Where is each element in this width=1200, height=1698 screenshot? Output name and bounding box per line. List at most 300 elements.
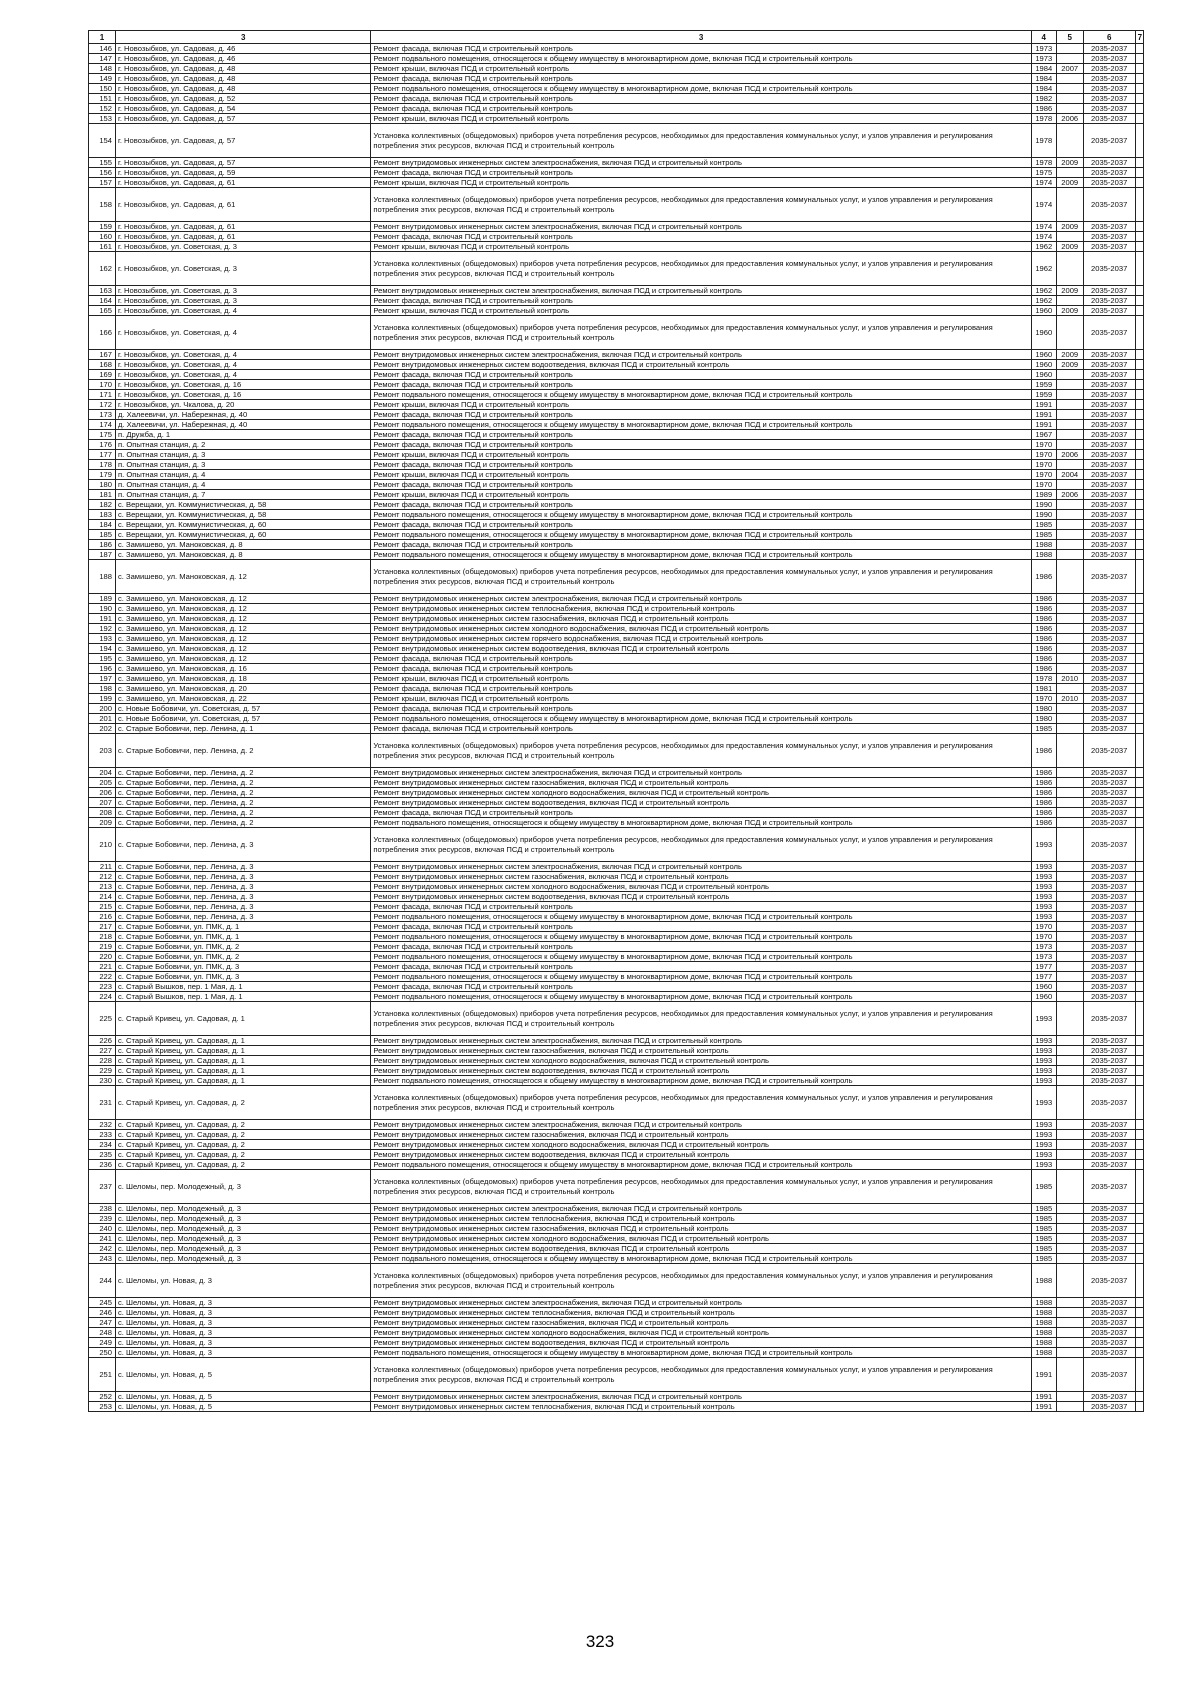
build-year-cell: 1977 xyxy=(1031,972,1056,982)
work-cell: Ремонт внутридомовых инженерных систем электроснабжения, включая ПСД и строительный контроль xyxy=(371,594,1031,604)
address-cell: с. Шеломы, пер. Молодежный, д. 3 xyxy=(115,1234,370,1244)
work-cell: Ремонт фасада, включая ПСД и строительный контроль xyxy=(371,94,1031,104)
period-cell: 2035-2037 xyxy=(1083,1120,1135,1130)
address-cell: д. Халеевичи, ул. Набережная, д. 40 xyxy=(115,410,370,420)
row-number: 171 xyxy=(89,390,116,400)
col7-cell xyxy=(1135,360,1143,370)
table-row xyxy=(89,1328,1144,1338)
work-cell: Ремонт крыши, включая ПСД и строительный контроль xyxy=(371,400,1031,410)
page-number: 323 xyxy=(585,1632,615,1651)
period-cell: 2035-2037 xyxy=(1083,1160,1135,1170)
col7-cell xyxy=(1135,306,1143,316)
table-row xyxy=(89,104,1144,114)
work-cell: Ремонт фасада, включая ПСД и строительный контроль xyxy=(371,684,1031,694)
col7-cell xyxy=(1135,450,1143,460)
work-cell: Ремонт фасада, включая ПСД и строительный контроль xyxy=(371,440,1031,450)
build-year-cell: 1988 xyxy=(1031,1328,1056,1338)
work-cell: Установка коллективных (общедомовых) приборов учета потребления ресурсов, необходимых для предоставления коммунальных услуг, и узлов управления и регулирования потребления этих ресурсов, включая ПСД и строительный контроль xyxy=(371,734,1031,768)
last-repair-cell xyxy=(1056,480,1083,490)
build-year-cell: 1984 xyxy=(1031,64,1056,74)
address-cell: с. Шеломы, пер. Молодежный, д. 3 xyxy=(115,1204,370,1214)
address-cell: с. Замишево, ул. Маноковская, д. 20 xyxy=(115,684,370,694)
address-cell: с. Замишево, ул. Маноковская, д. 18 xyxy=(115,674,370,684)
row-number: 202 xyxy=(89,724,116,734)
work-cell: Установка коллективных (общедомовых) приборов учета потребления ресурсов, необходимых для предоставления коммунальных услуг, и узлов управления и регулирования потребления этих ресурсов, включая ПСД и строительный контроль xyxy=(371,1358,1031,1392)
col7-cell xyxy=(1135,768,1143,778)
address-cell: с. Замишево, ул. Маноковская, д. 8 xyxy=(115,550,370,560)
work-cell: Установка коллективных (общедомовых) приборов учета потребления ресурсов, необходимых для предоставления коммунальных услуг, и узлов управления и регулирования потребления этих ресурсов, включая ПСД и строительный контроль xyxy=(371,252,1031,286)
build-year-cell: 1986 xyxy=(1031,104,1056,114)
work-cell: Ремонт фасада, включая ПСД и строительный контроль xyxy=(371,44,1031,54)
table-row xyxy=(89,232,1144,242)
last-repair-cell xyxy=(1056,624,1083,634)
period-cell: 2035-2037 xyxy=(1083,1328,1135,1338)
address-cell: с. Замишево, ул. Маноковская, д. 8 xyxy=(115,540,370,550)
period-cell: 2035-2037 xyxy=(1083,232,1135,242)
period-cell: 2035-2037 xyxy=(1083,952,1135,962)
work-cell: Ремонт фасада, включая ПСД и строительный контроль xyxy=(371,74,1031,84)
address-cell: с. Шеломы, ул. Новая, д. 3 xyxy=(115,1298,370,1308)
build-year-cell: 1988 xyxy=(1031,550,1056,560)
table-row xyxy=(89,252,1144,286)
address-cell: г. Новозыбков, ул. Советская, д. 3 xyxy=(115,242,370,252)
row-number: 252 xyxy=(89,1392,116,1402)
col7-cell xyxy=(1135,818,1143,828)
row-number: 164 xyxy=(89,296,116,306)
build-year-cell: 1993 xyxy=(1031,1076,1056,1086)
build-year-cell: 1986 xyxy=(1031,654,1056,664)
col-header-work: 3 xyxy=(371,31,1031,44)
work-cell: Ремонт внутридомовых инженерных систем газоснабжения, включая ПСД и строительный контроль xyxy=(371,1224,1031,1234)
period-cell: 2035-2037 xyxy=(1083,104,1135,114)
build-year-cell: 1986 xyxy=(1031,664,1056,674)
col7-cell xyxy=(1135,168,1143,178)
last-repair-cell xyxy=(1056,1076,1083,1086)
table-row xyxy=(89,64,1144,74)
row-number: 175 xyxy=(89,430,116,440)
row-number: 196 xyxy=(89,664,116,674)
last-repair-cell xyxy=(1056,724,1083,734)
period-cell: 2035-2037 xyxy=(1083,222,1135,232)
period-cell: 2035-2037 xyxy=(1083,1298,1135,1308)
build-year-cell: 1993 xyxy=(1031,1130,1056,1140)
col7-cell xyxy=(1135,778,1143,788)
address-cell: с. Шеломы, ул. Новая, д. 3 xyxy=(115,1348,370,1358)
period-cell: 2035-2037 xyxy=(1083,942,1135,952)
row-number: 166 xyxy=(89,316,116,350)
table-row xyxy=(89,1130,1144,1140)
work-cell: Ремонт подвального помещения, относящегося к общему имуществу в многоквартирном доме, включая ПСД и строительный контроль xyxy=(371,1076,1031,1086)
address-cell: с. Верещаки, ул. Коммунистическая, д. 58 xyxy=(115,500,370,510)
period-cell: 2035-2037 xyxy=(1083,614,1135,624)
col7-cell xyxy=(1135,500,1143,510)
row-number: 233 xyxy=(89,1130,116,1140)
table-row xyxy=(89,410,1144,420)
period-cell: 2035-2037 xyxy=(1083,1046,1135,1056)
col7-cell xyxy=(1135,594,1143,604)
work-cell: Установка коллективных (общедомовых) приборов учета потребления ресурсов, необходимых для предоставления коммунальных услуг, и узлов управления и регулирования потребления этих ресурсов, включая ПСД и строительный контроль xyxy=(371,828,1031,862)
address-cell: с. Старый Кривец, ул. Садовая, д. 2 xyxy=(115,1086,370,1120)
period-cell: 2035-2037 xyxy=(1083,490,1135,500)
row-number: 179 xyxy=(89,470,116,480)
row-number: 187 xyxy=(89,550,116,560)
work-cell: Ремонт внутридомовых инженерных систем электроснабжения, включая ПСД и строительный контроль xyxy=(371,286,1031,296)
row-number: 149 xyxy=(89,74,116,84)
work-cell: Ремонт внутридомовых инженерных систем теплоснабжения, включая ПСД и строительный контроль xyxy=(371,1402,1031,1412)
work-cell: Ремонт внутридомовых инженерных систем электроснабжения, включая ПСД и строительный контроль xyxy=(371,222,1031,232)
address-cell: с. Старые Бобовичи, пер. Ленина, д. 2 xyxy=(115,788,370,798)
period-cell: 2035-2037 xyxy=(1083,54,1135,64)
row-number: 170 xyxy=(89,380,116,390)
col7-cell xyxy=(1135,942,1143,952)
last-repair-cell xyxy=(1056,932,1083,942)
build-year-cell: 1993 xyxy=(1031,882,1056,892)
last-repair-cell xyxy=(1056,1402,1083,1412)
build-year-cell: 1967 xyxy=(1031,430,1056,440)
col7-cell xyxy=(1135,932,1143,942)
period-cell: 2035-2037 xyxy=(1083,430,1135,440)
address-cell: с. Старый Кривец, ул. Садовая, д. 1 xyxy=(115,1036,370,1046)
row-number: 200 xyxy=(89,704,116,714)
col7-cell xyxy=(1135,64,1143,74)
last-repair-cell xyxy=(1056,1392,1083,1402)
build-year-cell: 1985 xyxy=(1031,1254,1056,1264)
row-number: 242 xyxy=(89,1244,116,1254)
work-cell: Установка коллективных (общедомовых) приборов учета потребления ресурсов, необходимых для предоставления коммунальных услуг, и узлов управления и регулирования потребления этих ресурсов, включая ПСД и строительный контроль xyxy=(371,1086,1031,1120)
table-row xyxy=(89,124,1144,158)
row-number: 209 xyxy=(89,818,116,828)
last-repair-cell xyxy=(1056,410,1083,420)
row-number: 147 xyxy=(89,54,116,64)
row-number: 217 xyxy=(89,922,116,932)
table-row xyxy=(89,882,1144,892)
work-cell: Ремонт фасада, включая ПСД и строительный контроль xyxy=(371,410,1031,420)
address-cell: с. Замишево, ул. Маноковская, д. 12 xyxy=(115,614,370,624)
last-repair-cell: 2009 xyxy=(1056,178,1083,188)
table-row xyxy=(89,972,1144,982)
table-row xyxy=(89,1046,1144,1056)
build-year-cell: 1990 xyxy=(1031,500,1056,510)
period-cell: 2035-2037 xyxy=(1083,178,1135,188)
work-cell: Ремонт крыши, включая ПСД и строительный контроль xyxy=(371,178,1031,188)
col7-cell xyxy=(1135,992,1143,1002)
table-row xyxy=(89,1066,1144,1076)
period-cell: 2035-2037 xyxy=(1083,674,1135,684)
col7-cell xyxy=(1135,902,1143,912)
work-cell: Ремонт внутридомовых инженерных систем холодного водоснабжения, включая ПСД и строительный контроль xyxy=(371,1056,1031,1066)
col7-cell xyxy=(1135,252,1143,286)
period-cell: 2035-2037 xyxy=(1083,862,1135,872)
col7-cell xyxy=(1135,962,1143,972)
period-cell: 2035-2037 xyxy=(1083,242,1135,252)
row-number: 198 xyxy=(89,684,116,694)
address-cell: с. Замишево, ул. Маноковская, д. 16 xyxy=(115,664,370,674)
period-cell: 2035-2037 xyxy=(1083,972,1135,982)
row-number: 237 xyxy=(89,1170,116,1204)
build-year-cell: 1990 xyxy=(1031,510,1056,520)
build-year-cell: 1960 xyxy=(1031,316,1056,350)
address-cell: с. Шеломы, ул. Новая, д. 3 xyxy=(115,1318,370,1328)
work-cell: Установка коллективных (общедомовых) приборов учета потребления ресурсов, необходимых для предоставления коммунальных услуг, и узлов управления и регулирования потребления этих ресурсов, включая ПСД и строительный контроль xyxy=(371,188,1031,222)
period-cell: 2035-2037 xyxy=(1083,370,1135,380)
build-year-cell: 1991 xyxy=(1031,410,1056,420)
row-number: 238 xyxy=(89,1204,116,1214)
build-year-cell: 1960 xyxy=(1031,360,1056,370)
row-number: 219 xyxy=(89,942,116,952)
period-cell: 2035-2037 xyxy=(1083,520,1135,530)
work-cell: Ремонт внутридомовых инженерных систем электроснабжения, включая ПСД и строительный контроль xyxy=(371,350,1031,360)
address-cell: с. Замишево, ул. Маноковская, д. 22 xyxy=(115,694,370,704)
table-row xyxy=(89,614,1144,624)
build-year-cell: 1962 xyxy=(1031,286,1056,296)
build-year-cell: 1985 xyxy=(1031,530,1056,540)
table-row xyxy=(89,942,1144,952)
col7-cell xyxy=(1135,350,1143,360)
work-cell: Ремонт подвального помещения, относящегося к общему имуществу в многоквартирном доме, включая ПСД и строительный контроль xyxy=(371,714,1031,724)
col7-cell xyxy=(1135,1328,1143,1338)
col7-cell xyxy=(1135,188,1143,222)
last-repair-cell xyxy=(1056,808,1083,818)
work-cell: Ремонт подвального помещения, относящегося к общему имуществу в многоквартирном доме, включая ПСД и строительный контроль xyxy=(371,54,1031,64)
col-header-1: 1 xyxy=(89,31,116,44)
table-row xyxy=(89,316,1144,350)
row-number: 188 xyxy=(89,560,116,594)
address-cell: п. Опытная станция, д. 4 xyxy=(115,480,370,490)
col7-cell xyxy=(1135,1392,1143,1402)
period-cell: 2035-2037 xyxy=(1083,158,1135,168)
col7-cell xyxy=(1135,674,1143,684)
row-number: 222 xyxy=(89,972,116,982)
build-year-cell: 1986 xyxy=(1031,594,1056,604)
work-cell: Ремонт внутридомовых инженерных систем электроснабжения, включая ПСД и строительный контроль xyxy=(371,1298,1031,1308)
build-year-cell: 1986 xyxy=(1031,644,1056,654)
work-cell: Ремонт фасада, включая ПСД и строительный контроль xyxy=(371,922,1031,932)
work-cell: Ремонт подвального помещения, относящегося к общему имуществу в многоквартирном доме, включая ПСД и строительный контроль xyxy=(371,992,1031,1002)
table-row xyxy=(89,74,1144,84)
table-row xyxy=(89,550,1144,560)
address-cell: с. Старый Кривец, ул. Садовая, д. 1 xyxy=(115,1076,370,1086)
last-repair-cell xyxy=(1056,1318,1083,1328)
last-repair-cell: 2009 xyxy=(1056,360,1083,370)
row-number: 245 xyxy=(89,1298,116,1308)
build-year-cell: 1986 xyxy=(1031,788,1056,798)
work-cell: Ремонт внутридомовых инженерных систем газоснабжения, включая ПСД и строительный контроль xyxy=(371,614,1031,624)
last-repair-cell xyxy=(1056,828,1083,862)
row-number: 146 xyxy=(89,44,116,54)
address-cell: п. Опытная станция, д. 3 xyxy=(115,450,370,460)
col-header-last-repair: 5 xyxy=(1056,31,1083,44)
address-cell: п. Опытная станция, д. 7 xyxy=(115,490,370,500)
row-number: 249 xyxy=(89,1338,116,1348)
last-repair-cell xyxy=(1056,952,1083,962)
address-cell: г. Новозыбков, ул. Садовая, д. 61 xyxy=(115,222,370,232)
address-cell: с. Замишево, ул. Маноковская, д. 12 xyxy=(115,634,370,644)
period-cell: 2035-2037 xyxy=(1083,902,1135,912)
last-repair-cell xyxy=(1056,704,1083,714)
period-cell: 2035-2037 xyxy=(1083,644,1135,654)
last-repair-cell: 2010 xyxy=(1056,694,1083,704)
period-cell: 2035-2037 xyxy=(1083,1392,1135,1402)
work-cell: Ремонт внутридомовых инженерных систем электроснабжения, включая ПСД и строительный контроль xyxy=(371,1120,1031,1130)
col7-cell xyxy=(1135,1204,1143,1214)
table-row xyxy=(89,952,1144,962)
address-cell: г. Новозыбков, ул. Садовая, д. 57 xyxy=(115,158,370,168)
address-cell: с. Старые Бобовичи, ул. ПМК, д. 2 xyxy=(115,942,370,952)
col7-cell xyxy=(1135,922,1143,932)
row-number: 193 xyxy=(89,634,116,644)
last-repair-cell xyxy=(1056,54,1083,64)
address-cell: с. Старые Бобовичи, пер. Ленина, д. 2 xyxy=(115,798,370,808)
row-number: 190 xyxy=(89,604,116,614)
period-cell: 2035-2037 xyxy=(1083,1204,1135,1214)
address-cell: д. Халеевичи, ул. Набережная, д. 40 xyxy=(115,420,370,430)
address-cell: с. Старые Бобовичи, пер. Ленина, д. 3 xyxy=(115,872,370,882)
work-cell: Ремонт внутридомовых инженерных систем холодного водоснабжения, включая ПСД и строительный контроль xyxy=(371,624,1031,634)
period-cell: 2035-2037 xyxy=(1083,124,1135,158)
last-repair-cell xyxy=(1056,188,1083,222)
build-year-cell: 1973 xyxy=(1031,952,1056,962)
address-cell: г. Новозыбков, ул. Советская, д. 4 xyxy=(115,360,370,370)
row-number: 191 xyxy=(89,614,116,624)
address-cell: с. Замишево, ул. Маноковская, д. 12 xyxy=(115,560,370,594)
address-cell: г. Новозыбков, ул. Садовая, д. 48 xyxy=(115,84,370,94)
build-year-cell: 1970 xyxy=(1031,470,1056,480)
last-repair-cell xyxy=(1056,788,1083,798)
work-cell: Ремонт внутридомовых инженерных систем холодного водоснабжения, включая ПСД и строительный контроль xyxy=(371,788,1031,798)
col7-cell xyxy=(1135,1348,1143,1358)
row-number: 168 xyxy=(89,360,116,370)
work-cell: Ремонт подвального помещения, относящегося к общему имуществу в многоквартирном доме, включая ПСД и строительный контроль xyxy=(371,550,1031,560)
last-repair-cell xyxy=(1056,1234,1083,1244)
table-row xyxy=(89,1348,1144,1358)
address-cell: г. Новозыбков, ул. Чкалова, д. 20 xyxy=(115,400,370,410)
work-cell: Ремонт крыши, включая ПСД и строительный контроль xyxy=(371,114,1031,124)
col7-cell xyxy=(1135,242,1143,252)
address-cell: п. Опытная станция, д. 3 xyxy=(115,460,370,470)
build-year-cell: 1988 xyxy=(1031,1264,1056,1298)
row-number: 160 xyxy=(89,232,116,242)
work-cell: Ремонт подвального помещения, относящегося к общему имуществу в многоквартирном доме, включая ПСД и строительный контроль xyxy=(371,1160,1031,1170)
work-cell: Ремонт внутридомовых инженерных систем водоотведения, включая ПСД и строительный контроль xyxy=(371,360,1031,370)
last-repair-cell xyxy=(1056,1150,1083,1160)
table-row xyxy=(89,286,1144,296)
table-row xyxy=(89,1120,1144,1130)
last-repair-cell: 2010 xyxy=(1056,674,1083,684)
build-year-cell: 1986 xyxy=(1031,624,1056,634)
table-row xyxy=(89,520,1144,530)
row-number: 174 xyxy=(89,420,116,430)
build-year-cell: 1974 xyxy=(1031,178,1056,188)
build-year-cell: 1970 xyxy=(1031,480,1056,490)
period-cell: 2035-2037 xyxy=(1083,982,1135,992)
last-repair-cell xyxy=(1056,540,1083,550)
build-year-cell: 1989 xyxy=(1031,490,1056,500)
row-number: 253 xyxy=(89,1402,116,1412)
table-row xyxy=(89,460,1144,470)
row-number: 165 xyxy=(89,306,116,316)
build-year-cell: 1993 xyxy=(1031,828,1056,862)
work-cell: Ремонт фасада, включая ПСД и строительный контроль xyxy=(371,296,1031,306)
address-cell: г. Новозыбков, ул. Садовая, д. 61 xyxy=(115,188,370,222)
build-year-cell: 1991 xyxy=(1031,420,1056,430)
row-number: 218 xyxy=(89,932,116,942)
col7-cell xyxy=(1135,624,1143,634)
col7-cell xyxy=(1135,550,1143,560)
table-row xyxy=(89,54,1144,64)
address-cell: с. Верещаки, ул. Коммунистическая, д. 60 xyxy=(115,530,370,540)
last-repair-cell xyxy=(1056,1244,1083,1254)
last-repair-cell xyxy=(1056,1308,1083,1318)
address-cell: с. Шеломы, ул. Новая, д. 5 xyxy=(115,1358,370,1392)
address-cell: с. Старые Бобовичи, ул. ПМК, д. 3 xyxy=(115,972,370,982)
last-repair-cell xyxy=(1056,982,1083,992)
row-number: 215 xyxy=(89,902,116,912)
build-year-cell: 1993 xyxy=(1031,1046,1056,1056)
row-number: 208 xyxy=(89,808,116,818)
col7-cell xyxy=(1135,470,1143,480)
table-row xyxy=(89,1170,1144,1204)
work-cell: Ремонт фасада, включая ПСД и строительный контроль xyxy=(371,962,1031,972)
row-number: 220 xyxy=(89,952,116,962)
address-cell: с. Шеломы, ул. Новая, д. 3 xyxy=(115,1308,370,1318)
last-repair-cell xyxy=(1056,380,1083,390)
last-repair-cell: 2004 xyxy=(1056,470,1083,480)
address-cell: г. Новозыбков, ул. Советская, д. 16 xyxy=(115,390,370,400)
period-cell: 2035-2037 xyxy=(1083,460,1135,470)
address-cell: с. Шеломы, пер. Молодежный, д. 3 xyxy=(115,1214,370,1224)
row-number: 205 xyxy=(89,778,116,788)
row-number: 244 xyxy=(89,1264,116,1298)
build-year-cell: 1991 xyxy=(1031,1402,1056,1412)
table-row xyxy=(89,560,1144,594)
build-year-cell: 1986 xyxy=(1031,818,1056,828)
col7-cell xyxy=(1135,614,1143,624)
address-cell: с. Старые Бобовичи, пер. Ленина, д. 2 xyxy=(115,768,370,778)
last-repair-cell xyxy=(1056,370,1083,380)
address-cell: с. Старый Кривец, ул. Садовая, д. 2 xyxy=(115,1140,370,1150)
period-cell: 2035-2037 xyxy=(1083,1234,1135,1244)
table-row xyxy=(89,862,1144,872)
build-year-cell: 1960 xyxy=(1031,306,1056,316)
period-cell: 2035-2037 xyxy=(1083,1308,1135,1318)
build-year-cell: 1970 xyxy=(1031,932,1056,942)
col7-cell xyxy=(1135,862,1143,872)
col7-cell xyxy=(1135,912,1143,922)
col7-cell xyxy=(1135,892,1143,902)
address-cell: с. Старый Кривец, ул. Садовая, д. 2 xyxy=(115,1150,370,1160)
build-year-cell: 1960 xyxy=(1031,370,1056,380)
row-number: 182 xyxy=(89,500,116,510)
row-number: 185 xyxy=(89,530,116,540)
build-year-cell: 1993 xyxy=(1031,902,1056,912)
row-number: 183 xyxy=(89,510,116,520)
col7-cell xyxy=(1135,654,1143,664)
table-row xyxy=(89,1140,1144,1150)
address-cell: с. Старый Вышков, пер. 1 Мая, д. 1 xyxy=(115,992,370,1002)
table-row xyxy=(89,94,1144,104)
col7-cell xyxy=(1135,44,1143,54)
build-year-cell: 1993 xyxy=(1031,1120,1056,1130)
build-year-cell: 1985 xyxy=(1031,520,1056,530)
period-cell: 2035-2037 xyxy=(1083,94,1135,104)
build-year-cell: 1978 xyxy=(1031,674,1056,684)
period-cell: 2035-2037 xyxy=(1083,400,1135,410)
build-year-cell: 1985 xyxy=(1031,1204,1056,1214)
period-cell: 2035-2037 xyxy=(1083,1224,1135,1234)
period-cell: 2035-2037 xyxy=(1083,480,1135,490)
work-cell: Ремонт фасада, включая ПСД и строительный контроль xyxy=(371,370,1031,380)
col7-cell xyxy=(1135,1086,1143,1120)
